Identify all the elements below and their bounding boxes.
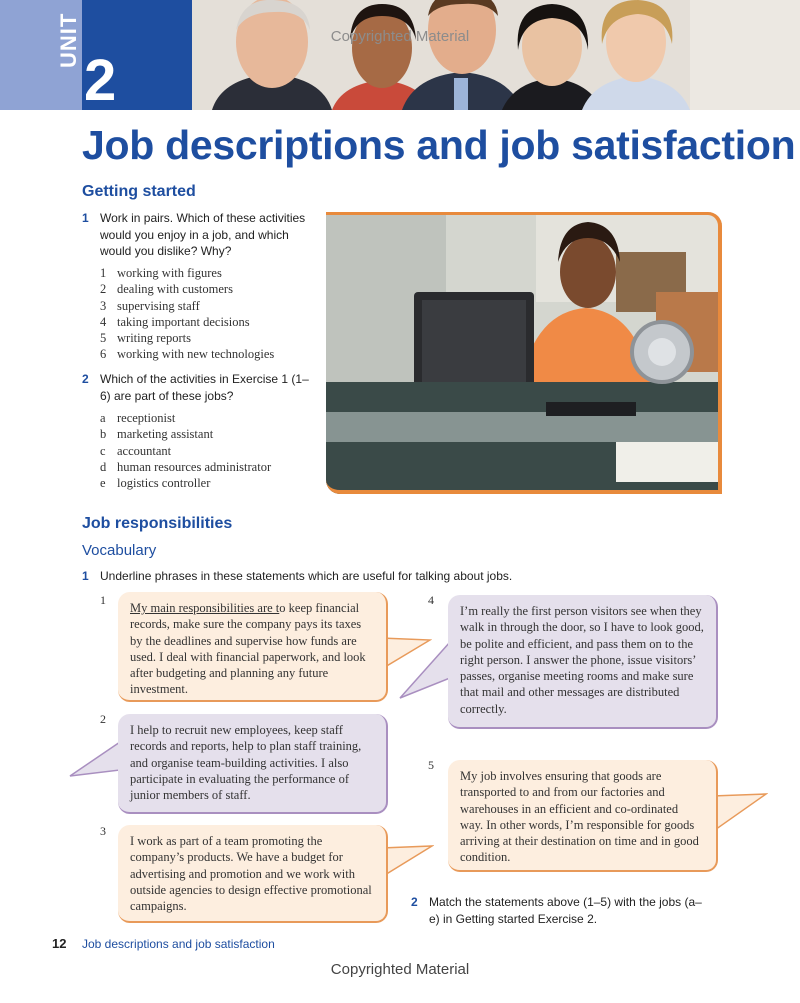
office-illustration [326,212,722,494]
exercise-text: Which of the activities in Exercise 1 (1–6) are part of these jobs? [100,372,309,403]
list-item: 3 supervising staff [100,298,200,313]
statement-text: My job involves ensuring that goods are transported to and from our factories and warehouses in an efficient and co-ordinated way. In other words, I’m responsible for goods arriving at their destination on time and in good condition. [460,769,699,865]
statement-text: I’m really the first person visitors see when they walk in through the door, so I have to look good, be polite and efficient, and pass them on to the right person. I answer the phone, issue visitors’ passes, organise meeting rooms and make sure that mail and other messages are distributed correctly. [460,604,704,716]
jobs-list [100,410,271,491]
unit-number: 2 [84,48,117,113]
section-heading-job-responsibilities: Job responsibilities [82,515,233,532]
speech-bubble-tail [380,844,434,884]
statement-number: 1 [100,593,106,607]
list-item: b marketing assistant [100,427,214,442]
list-item: 4 taking important decisions [100,314,250,329]
vocabulary-exercise-2-instruction [411,894,711,928]
statement-text: I help to recruit new employees, keep staff records and reports, help to plan staff training, and organise team-building activities. I also participate in evaluating the performance of junior members of staff. [130,723,362,803]
subheading-vocabulary: Vocabulary [82,542,157,559]
statement-text: I work as part of a team promoting the company’s products. We have a budget for advertising and promotion and we work with outside agencies to design effective promotional campaigns. [130,834,372,914]
vocabulary-exercise-1-instruction [82,568,682,586]
list-item: d human resources administrator [100,459,272,474]
exercise-1-instruction [82,210,312,260]
statement-number: 2 [100,712,106,726]
section-heading-getting-started: Getting started [82,183,196,200]
exercise-text: Work in pairs. Which of these activities would you enjoy in a job, and which would you dislike? Why? [100,211,306,258]
speech-bubble-tail [398,640,452,702]
speech-bubble-tail [712,792,768,836]
statement-bubble-5 [448,760,718,872]
exercise-number: 1 [82,211,89,225]
footer-running-title: Job descriptions and job satisfaction [82,937,275,951]
receptionist-photo [326,212,722,494]
statement-bubble-2 [118,714,388,814]
statement-bubble-4 [448,595,718,729]
statement-text: o keep financial records, make sure the company pays its taxes by the deadlines and supervise how funds are used. I deal with financial paperwork, and look after budgeting and planning any future investment. [130,601,366,697]
exercise-number: 1 [82,569,89,583]
watermark-top: Copyrighted Material [330,28,470,45]
list-item: 1 working with figures [100,266,222,280]
list-item: a receptionist [100,411,176,425]
activity-list [100,265,274,363]
header-people-photo [192,0,800,110]
exercise-text: Underline phrases in these statements which are useful for talking about jobs. [100,569,513,583]
exercise-2-instruction [82,371,312,405]
unit-label: UNIT [56,12,81,68]
underlined-phrase: My main responsibilities are t [130,601,280,615]
list-item: 5 writing reports [100,331,191,346]
exercise-number: 2 [82,372,89,386]
list-item: 6 working with new technologies [100,347,275,362]
watermark-bottom: Copyrighted Material [330,961,470,978]
statement-bubble-1 [118,592,388,702]
statement-number: 4 [428,593,434,607]
statement-bubble-3 [118,825,388,923]
page-number: 12 [52,936,67,951]
exercise-text: Match the statements above (1–5) with the jobs (a–e) in Getting started Exercise 2. [429,895,702,926]
people-illustration [192,0,800,110]
statement-number: 3 [100,824,106,838]
statement-number: 5 [428,758,434,772]
page-title: Job descriptions and job satisfaction [82,122,796,168]
list-item: 2 dealing with customers [100,282,233,297]
list-item: c accountant [100,443,172,458]
speech-bubble-tail [68,740,122,780]
exercise-number: 2 [411,895,418,909]
list-item: e logistics controller [100,476,211,491]
